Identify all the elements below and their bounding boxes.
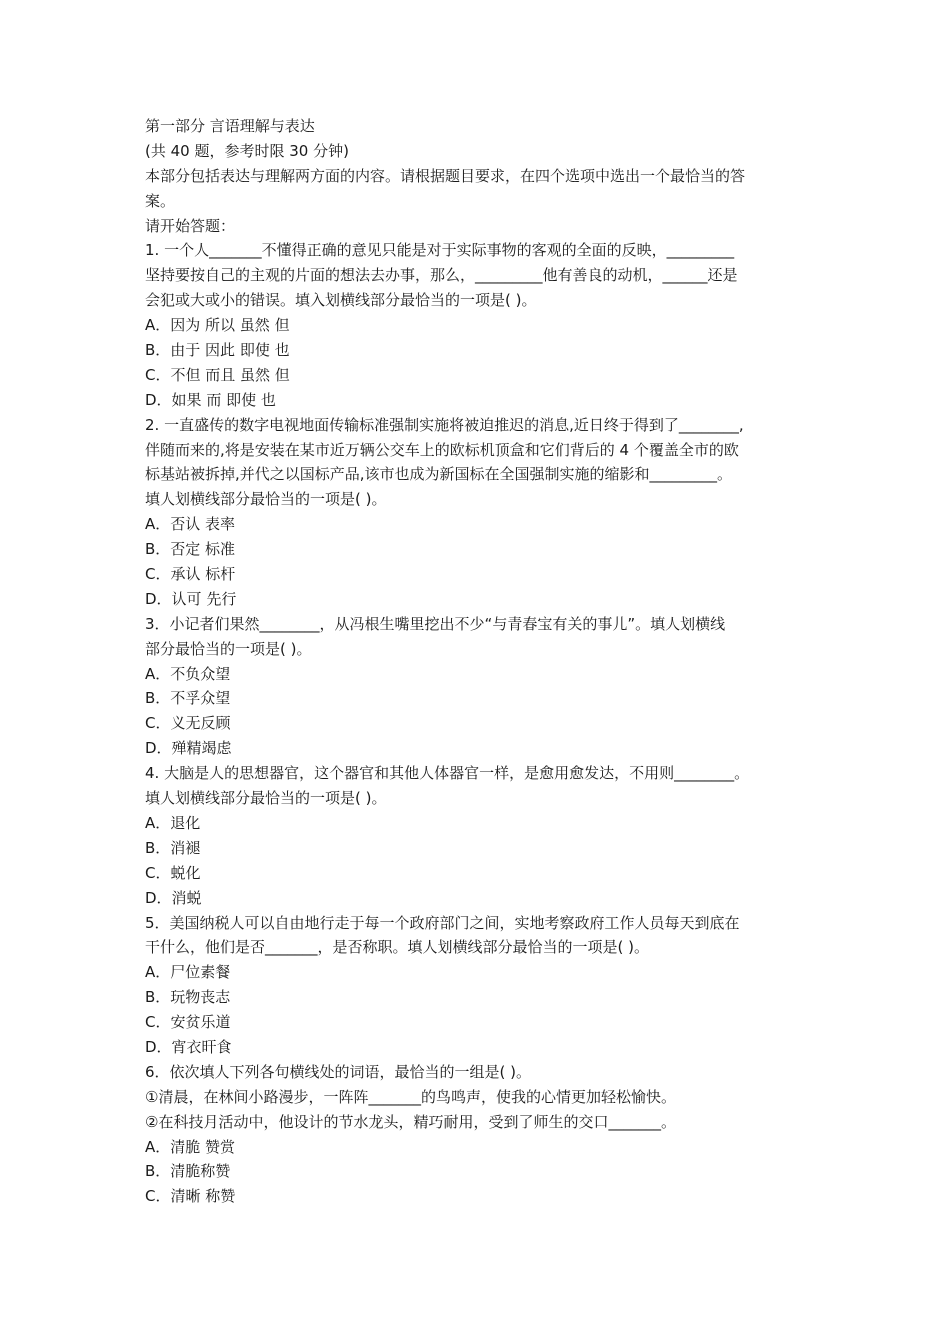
question-1-option-d: D．如果 而 即使 也 [145,390,276,409]
question-4-option-b: B．消褪 [145,838,201,857]
question-3-option-b: B．不孚众望 [145,689,231,708]
section-subtitle: (共 40 题，参考时限 30 分钟) [145,141,349,160]
question-2-option-d: D．认可 先行 [145,589,237,608]
question-4-option-c: C．蜕化 [145,863,201,882]
question-3-option-c: C．义无反顾 [145,714,231,733]
question-3-option-d: D．殚精竭虑 [145,739,232,758]
question-6-stem: 6．依次填人下列各句横线处的词语，最恰当的一组是( )。 [145,1062,532,1081]
instructions-line: 本部分包括表达与理解两方面的内容。请根据题目要求，在四个选项中选出一个最恰当的答 [145,166,746,185]
instructions-line: 案。 [145,191,176,210]
question-5-stem: 干什么，他们是否_______，是否称职。填人划横线部分最恰当的一项是( )。 [145,938,649,957]
question-1-option-b: B．由于 因此 即使 也 [145,341,290,360]
question-5-option-c: C．安贫乐道 [145,1013,231,1032]
question-3-stem: 部分最恰当的一项是( )。 [145,639,312,658]
question-2-stem: 标基站被拆掉,并代之以国标产品,该市也成为新国标在全国强制实施的缩影和_________。 [145,465,733,484]
question-4-stem: 填人划横线部分最恰当的一项是( )。 [145,789,387,808]
question-1-option-a: A．因为 所以 虽然 但 [145,316,290,335]
question-2-stem: 填人划横线部分最恰当的一项是( )。 [145,490,387,509]
question-3-option-a: A．不负众望 [145,664,231,683]
question-2-option-c: C．承认 标杆 [145,565,236,584]
question-6-option-c: C．清晰 称赞 [145,1187,236,1206]
question-2-option-a: A．否认 表率 [145,515,236,534]
question-1-stem: 1. 一个人_______不懂得正确的意见只能是对于实际事物的客观的全面的反映，_________ [145,241,735,260]
section-title: 第一部分 言语理解与表达 [145,117,315,135]
question-6-option-a: A．清脆 赞赏 [145,1137,236,1156]
question-2-option-b: B．否定 标准 [145,540,236,559]
question-4-option-a: A．退化 [145,813,201,832]
question-1-stem: 会犯或大或小的错误。填入划横线部分最恰当的一项是( )。 [145,291,537,310]
question-1-option-c: C．不但 而且 虽然 但 [145,365,290,384]
start-prompt: 请开始答题： [145,216,236,235]
question-5-stem: 5．美国纳税人可以自由地行走于每一个政府部门之间，实地考察政府工作人员每天到底在 [145,913,740,932]
document-page [145,114,810,1209]
question-3-stem: 3．小记者们果然________，从冯根生嘴里挖出不少“与青春宝有关的事儿”。填人划横线 [145,614,726,633]
question-5-option-a: A．尸位素餐 [145,963,231,982]
question-2-stem: 伴随而来的,将是安装在某市近万辆公交车上的欧标机顶盒和它们背后的 4 个覆盖全市的欧 [145,440,739,459]
question-5-option-d: D．宵衣旰食 [145,1037,232,1056]
question-6-sentence-1: ①清晨，在林间小路漫步，一阵阵_______的鸟鸣声，使我的心情更加轻松愉快。 [145,1087,676,1106]
question-2-stem: 2. 一直盛传的数字电视地面传输标准强制实施将被迫推迟的消息,近日终于得到了________, [145,415,744,434]
question-6-sentence-2: ②在科技月活动中，他设计的节水龙头，精巧耐用，受到了师生的交口_______。 [145,1112,676,1131]
question-1-stem: 坚持要按自己的主观的片面的想法去办事，那么，_________他有善良的动机，______还是 [145,266,738,285]
question-6-option-b: B．清脆称赞 [145,1162,231,1181]
question-4-stem: 4. 大脑是人的思想器官，这个器官和其他人体器官一样，是愈用愈发达，不用则________。 [145,764,750,783]
question-5-option-b: B．玩物丧志 [145,988,231,1007]
question-4-option-d: D．消蜕 [145,888,202,907]
